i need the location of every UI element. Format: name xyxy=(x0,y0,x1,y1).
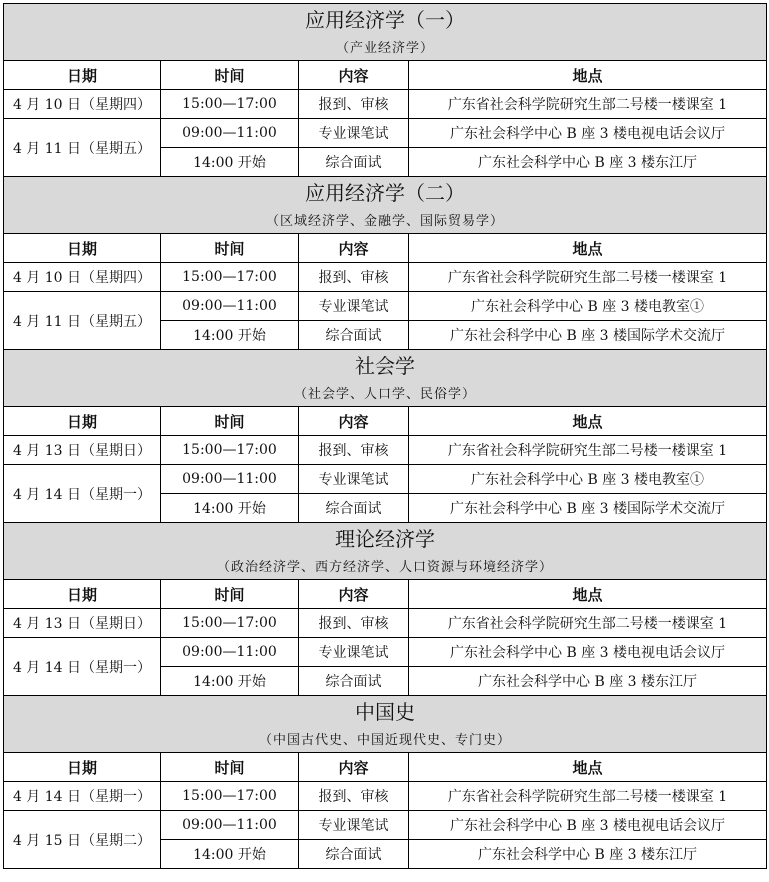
exam-content: 专业课笔试 xyxy=(299,465,409,494)
header-date: 日期 xyxy=(4,61,161,90)
header-content: 内容 xyxy=(299,407,409,436)
exam-time: 09:00—11:00 xyxy=(161,292,299,321)
registration-row xyxy=(4,782,767,811)
exam-location: 广东社会科学中心 B 座 3 楼电视电话会议厅 xyxy=(409,811,767,840)
interview-content: 综合面试 xyxy=(299,840,409,869)
section-subtitle: （产业经济学） xyxy=(4,33,767,61)
interview-content: 综合面试 xyxy=(299,494,409,523)
registration-date: 4 月 14 日（星期一） xyxy=(4,782,161,811)
exam-location: 广东社会科学中心 B 座 3 楼电视电话会议厅 xyxy=(409,638,767,667)
exam-date: 4 月 14 日（星期一） xyxy=(4,638,161,696)
registration-location: 广东省社会科学院研究生部二号楼一楼课室 1 xyxy=(409,609,767,638)
exam-time: 09:00—11:00 xyxy=(161,638,299,667)
header-row xyxy=(4,580,767,609)
header-row xyxy=(4,407,767,436)
section-subtitle-row xyxy=(4,206,767,234)
header-date: 日期 xyxy=(4,753,161,782)
exam-row xyxy=(4,638,767,667)
interview-content: 综合面试 xyxy=(299,321,409,350)
exam-time: 09:00—11:00 xyxy=(161,465,299,494)
header-time: 时间 xyxy=(161,234,299,263)
header-time: 时间 xyxy=(161,753,299,782)
exam-date: 4 月 15 日（星期二） xyxy=(4,811,161,869)
section-subtitle: （区域经济学、金融学、国际贸易学） xyxy=(4,206,767,234)
interview-time: 14:00 开始 xyxy=(161,667,299,696)
registration-row xyxy=(4,436,767,465)
exam-time: 09:00—11:00 xyxy=(161,811,299,840)
header-location: 地点 xyxy=(409,407,767,436)
registration-content: 报到、审核 xyxy=(299,90,409,119)
header-location: 地点 xyxy=(409,61,767,90)
header-date: 日期 xyxy=(4,234,161,263)
schedule-table xyxy=(3,3,767,869)
exam-time: 09:00—11:00 xyxy=(161,119,299,148)
interview-time: 14:00 开始 xyxy=(161,840,299,869)
exam-row xyxy=(4,119,767,148)
registration-time: 15:00—17:00 xyxy=(161,263,299,292)
section-title-row xyxy=(4,523,767,553)
registration-location: 广东省社会科学院研究生部二号楼一楼课室 1 xyxy=(409,782,767,811)
header-date: 日期 xyxy=(4,580,161,609)
section-title-row xyxy=(4,4,767,34)
interview-location: 广东社会科学中心 B 座 3 楼东江厅 xyxy=(409,667,767,696)
exam-location: 广东社会科学中心 B 座 3 楼电教室① xyxy=(409,292,767,321)
interview-time: 14:00 开始 xyxy=(161,321,299,350)
header-time: 时间 xyxy=(161,407,299,436)
interview-location: 广东社会科学中心 B 座 3 楼东江厅 xyxy=(409,148,767,177)
header-time: 时间 xyxy=(161,580,299,609)
section-title-row xyxy=(4,177,767,207)
header-row xyxy=(4,61,767,90)
interview-time: 14:00 开始 xyxy=(161,148,299,177)
registration-row xyxy=(4,263,767,292)
section-title: 社会学 xyxy=(4,350,767,380)
interview-content: 综合面试 xyxy=(299,148,409,177)
exam-date: 4 月 11 日（星期五） xyxy=(4,119,161,177)
exam-row xyxy=(4,465,767,494)
exam-date: 4 月 11 日（星期五） xyxy=(4,292,161,350)
exam-content: 专业课笔试 xyxy=(299,292,409,321)
section-subtitle-row xyxy=(4,725,767,753)
exam-content: 专业课笔试 xyxy=(299,119,409,148)
section-subtitle: （中国古代史、中国近现代史、专门史） xyxy=(4,725,767,753)
interview-location: 广东社会科学中心 B 座 3 楼国际学术交流厅 xyxy=(409,321,767,350)
registration-time: 15:00—17:00 xyxy=(161,90,299,119)
registration-content: 报到、审核 xyxy=(299,609,409,638)
section-subtitle: （政治经济学、西方经济学、人口资源与环境经济学） xyxy=(4,552,767,580)
registration-content: 报到、审核 xyxy=(299,263,409,292)
header-time: 时间 xyxy=(161,61,299,90)
registration-location: 广东省社会科学院研究生部二号楼一楼课室 1 xyxy=(409,263,767,292)
exam-location: 广东社会科学中心 B 座 3 楼电教室① xyxy=(409,465,767,494)
section-subtitle-row xyxy=(4,33,767,61)
header-location: 地点 xyxy=(409,753,767,782)
section-subtitle-row xyxy=(4,552,767,580)
header-row xyxy=(4,234,767,263)
registration-row xyxy=(4,609,767,638)
section-title-row xyxy=(4,696,767,726)
exam-date: 4 月 14 日（星期一） xyxy=(4,465,161,523)
registration-content: 报到、审核 xyxy=(299,436,409,465)
header-content: 内容 xyxy=(299,753,409,782)
header-content: 内容 xyxy=(299,580,409,609)
registration-time: 15:00—17:00 xyxy=(161,609,299,638)
interview-time: 14:00 开始 xyxy=(161,494,299,523)
section-title: 应用经济学（二） xyxy=(4,177,767,207)
registration-location: 广东省社会科学院研究生部二号楼一楼课室 1 xyxy=(409,436,767,465)
exam-row xyxy=(4,292,767,321)
section-subtitle: （社会学、人口学、民俗学） xyxy=(4,379,767,407)
interview-location: 广东社会科学中心 B 座 3 楼国际学术交流厅 xyxy=(409,494,767,523)
registration-date: 4 月 10 日（星期四） xyxy=(4,263,161,292)
registration-date: 4 月 13 日（星期日） xyxy=(4,436,161,465)
registration-row xyxy=(4,90,767,119)
header-content: 内容 xyxy=(299,61,409,90)
exam-content: 专业课笔试 xyxy=(299,811,409,840)
section-subtitle-row xyxy=(4,379,767,407)
header-content: 内容 xyxy=(299,234,409,263)
section-title-row xyxy=(4,350,767,380)
schedule-body xyxy=(4,4,767,869)
interview-content: 综合面试 xyxy=(299,667,409,696)
registration-content: 报到、审核 xyxy=(299,782,409,811)
header-row xyxy=(4,753,767,782)
interview-location: 广东社会科学中心 B 座 3 楼东江厅 xyxy=(409,840,767,869)
exam-row xyxy=(4,811,767,840)
section-title: 应用经济学（一） xyxy=(4,4,767,34)
registration-time: 15:00—17:00 xyxy=(161,436,299,465)
header-location: 地点 xyxy=(409,580,767,609)
header-date: 日期 xyxy=(4,407,161,436)
exam-location: 广东社会科学中心 B 座 3 楼电视电话会议厅 xyxy=(409,119,767,148)
exam-content: 专业课笔试 xyxy=(299,638,409,667)
registration-date: 4 月 10 日（星期四） xyxy=(4,90,161,119)
registration-time: 15:00—17:00 xyxy=(161,782,299,811)
registration-date: 4 月 13 日（星期日） xyxy=(4,609,161,638)
header-location: 地点 xyxy=(409,234,767,263)
registration-location: 广东省社会科学院研究生部二号楼一楼课室 1 xyxy=(409,90,767,119)
section-title: 中国史 xyxy=(4,696,767,726)
section-title: 理论经济学 xyxy=(4,523,767,553)
